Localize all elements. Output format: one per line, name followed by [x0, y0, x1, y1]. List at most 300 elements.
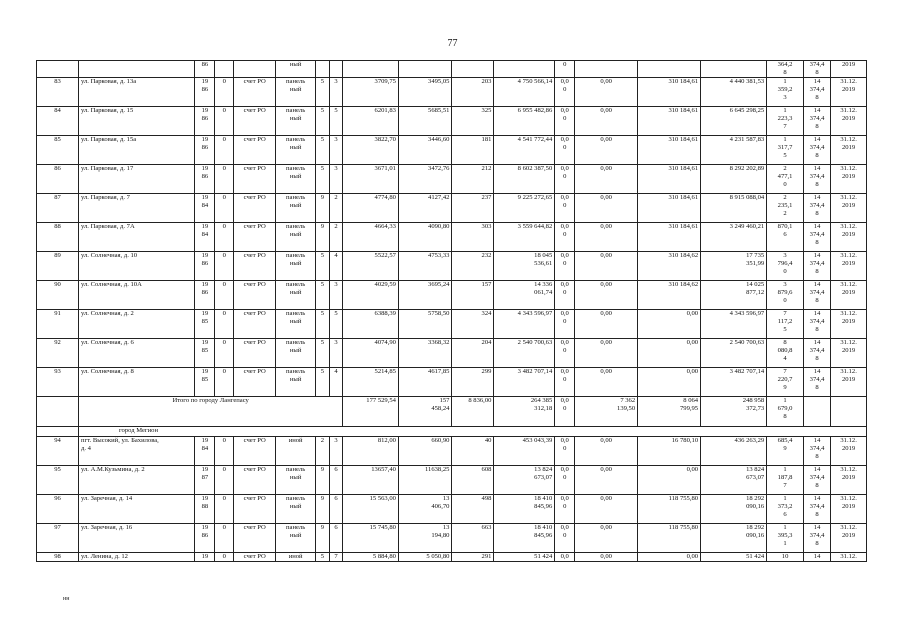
table-cell: 0	[215, 165, 234, 194]
table-cell: 4 440 381,53	[701, 78, 767, 107]
table-row	[37, 194, 867, 223]
table-cell: 18 292 090,16	[701, 524, 767, 553]
table-cell: счет РО	[234, 223, 276, 252]
table-row	[37, 466, 867, 495]
table-cell: 0,0 0	[555, 524, 575, 553]
table-cell: 436 263,29	[701, 437, 767, 466]
table-cell: ул. Заречная, д. 14	[78, 495, 194, 524]
table-cell: 310 184,61	[638, 165, 701, 194]
table-row	[37, 61, 867, 78]
table-cell: 9 225 272,65	[494, 194, 555, 223]
table-cell	[494, 61, 555, 78]
table-cell: 1 395,3 1	[767, 524, 804, 553]
table-cell: 86	[37, 165, 79, 194]
table-cell: 14 374,4 8	[803, 310, 830, 339]
table-cell: 31.12. 2019	[831, 495, 867, 524]
table-cell: 19 86	[195, 165, 215, 194]
table-cell: 87	[37, 194, 79, 223]
table-cell: 18 410 845,96	[494, 524, 555, 553]
table-cell: 9	[316, 524, 330, 553]
table-cell: 0,00	[575, 524, 638, 553]
table-cell: панель ный	[276, 310, 316, 339]
table-cell: ул. Солнечная, д. 8	[78, 368, 194, 397]
table-cell: 5	[316, 165, 330, 194]
table-cell: 92	[37, 339, 79, 368]
table-cell: 498	[452, 495, 494, 524]
table-cell: счет РО	[234, 553, 276, 562]
city-header: город Мегион	[78, 427, 866, 437]
table-cell: 18 410 845,96	[494, 495, 555, 524]
table-cell: 203	[452, 78, 494, 107]
table-cell	[398, 61, 452, 78]
table-cell: 13 824 673,07	[494, 466, 555, 495]
table-cell: 14 374,4 8	[803, 524, 830, 553]
table-cell: 157	[452, 281, 494, 310]
table-cell	[78, 61, 194, 78]
table-cell: 4127,42	[398, 194, 452, 223]
table-cell: счет РО	[234, 78, 276, 107]
table-cell: 3	[329, 437, 343, 466]
table-cell: панель ный	[276, 107, 316, 136]
table-cell: 31.12. 2019	[831, 281, 867, 310]
table-cell: 0	[215, 194, 234, 223]
table-cell: 0,00	[575, 107, 638, 136]
table-cell: 4774,80	[343, 194, 399, 223]
table-cell: 3	[329, 339, 343, 368]
table-cell: 14 374,4 8	[803, 136, 830, 165]
table-cell: 9	[316, 466, 330, 495]
table-cell: 310 184,61	[638, 194, 701, 223]
table-cell: 9	[316, 223, 330, 252]
table-cell: 7 117,2 5	[767, 310, 804, 339]
city-header-row	[37, 427, 867, 437]
table-cell	[234, 61, 276, 78]
table-cell: 8 064 799,95	[638, 397, 701, 427]
table-cell	[329, 61, 343, 78]
table-cell: 6 645 298,25	[701, 107, 767, 136]
table-cell: 248 958 372,73	[701, 397, 767, 427]
table-cell: 9	[316, 495, 330, 524]
table-cell: 0,0 0	[555, 339, 575, 368]
table-cell: счет РО	[234, 524, 276, 553]
table-cell: счет РО	[234, 310, 276, 339]
table-cell: 31.12. 2019	[831, 194, 867, 223]
table-cell: 0,0 0	[555, 165, 575, 194]
table-cell: 6	[329, 466, 343, 495]
table-cell: ный	[276, 61, 316, 78]
table-cell: панель ный	[276, 466, 316, 495]
table-cell: 4664,33	[343, 223, 399, 252]
table-cell: 51 424	[494, 553, 555, 562]
table-cell: счет РО	[234, 339, 276, 368]
table-cell: 19 85	[195, 310, 215, 339]
table-cell: 90	[37, 281, 79, 310]
table-cell: 6201,83	[343, 107, 399, 136]
table-cell: 31.12. 2019	[831, 223, 867, 252]
table-cell: 14 025 877,12	[701, 281, 767, 310]
table-cell: 89	[37, 252, 79, 281]
table-cell: 4 343 596,97	[701, 310, 767, 339]
table-cell: 3 482 707,14	[701, 368, 767, 397]
table-cell: 40	[452, 437, 494, 466]
table-cell: 19 85	[195, 368, 215, 397]
table-cell: 31.12. 2019	[831, 252, 867, 281]
table-cell: ул. Парковая, д. 7	[78, 194, 194, 223]
table-cell: 1 359,2 3	[767, 78, 804, 107]
table-cell: 374,4 8	[803, 61, 830, 78]
table-cell: 88	[37, 223, 79, 252]
table-cell: панель ный	[276, 339, 316, 368]
table-cell: 14 374,4 8	[803, 107, 830, 136]
total-label: Итого по городу Лангепасу	[78, 397, 342, 427]
table-cell: 13 194,80	[398, 524, 452, 553]
table-cell: 5	[329, 310, 343, 339]
table-cell: 0	[215, 339, 234, 368]
table-cell: 3368,32	[398, 339, 452, 368]
table-cell: 5	[316, 252, 330, 281]
table-cell	[452, 61, 494, 78]
table-cell: 16 780,10	[638, 437, 701, 466]
table-cell: 0,0 0	[555, 107, 575, 136]
table-cell: 7 362 139,50	[575, 397, 638, 427]
table-cell: 14 374,4 8	[803, 495, 830, 524]
table-cell: 3	[329, 78, 343, 107]
table-row	[37, 136, 867, 165]
footer-mark: нн	[63, 596, 70, 602]
table-cell: 3446,60	[398, 136, 452, 165]
table-cell	[215, 61, 234, 78]
table-cell: 7	[329, 553, 343, 562]
table-cell: ул. Солнечная, д. 10А	[78, 281, 194, 310]
table-cell: 85	[37, 136, 79, 165]
table-cell	[638, 61, 701, 78]
table-cell	[575, 61, 638, 78]
table-cell: иной	[276, 553, 316, 562]
table-cell: ул. А.М.Кузьмина, д. 2	[78, 466, 194, 495]
table-cell: ул. Солнечная, д. 10	[78, 252, 194, 281]
table-cell: 0,00	[575, 281, 638, 310]
table-cell: 0,0 0	[555, 437, 575, 466]
table-cell: 0,00	[575, 310, 638, 339]
table-cell: 8 602 387,50	[494, 165, 555, 194]
table-cell: 19 84	[195, 194, 215, 223]
table-cell: 19 86	[195, 252, 215, 281]
table-cell: 4 343 596,97	[494, 310, 555, 339]
table-cell: 0	[215, 524, 234, 553]
table-cell: 2 540 700,63	[494, 339, 555, 368]
table-cell: 2 540 700,63	[701, 339, 767, 368]
table-cell: 6388,39	[343, 310, 399, 339]
table-cell: 118 755,80	[638, 524, 701, 553]
table-cell: 95	[37, 466, 79, 495]
table-cell	[803, 397, 830, 427]
table-cell: 5 050,80	[398, 553, 452, 562]
table-cell: 93	[37, 368, 79, 397]
table-cell: 14 374,4 8	[803, 252, 830, 281]
table-cell: 4 541 772,44	[494, 136, 555, 165]
table-cell: 2	[329, 194, 343, 223]
table-cell	[37, 397, 79, 427]
table-cell: 2	[316, 437, 330, 466]
housing-repair-table	[36, 60, 867, 562]
table-cell: 0,0 0	[555, 397, 575, 427]
table-cell: 324	[452, 310, 494, 339]
table-cell	[37, 427, 79, 437]
table-cell: 15 745,80	[343, 524, 399, 553]
table-cell: 31.12. 2019	[831, 107, 867, 136]
table-cell: 17 735 351,99	[701, 252, 767, 281]
table-cell: 19 86	[195, 78, 215, 107]
table-cell: 364,2 8	[767, 61, 804, 78]
table-cell: 0,00	[575, 339, 638, 368]
table-cell: 5214,85	[343, 368, 399, 397]
table-cell: 660,90	[398, 437, 452, 466]
table-cell: 0	[215, 78, 234, 107]
table-cell: ул. Солнечная, д. 2	[78, 310, 194, 339]
table-row	[37, 165, 867, 194]
table-cell: 5758,50	[398, 310, 452, 339]
table-cell: 19 86	[195, 281, 215, 310]
table-cell: 31.12. 2019	[831, 136, 867, 165]
table-cell	[831, 397, 867, 427]
table-cell: счет РО	[234, 495, 276, 524]
table-cell: 3495,05	[398, 78, 452, 107]
table-cell: 0,00	[575, 368, 638, 397]
table-cell: счет РО	[234, 252, 276, 281]
table-cell: 13657,40	[343, 466, 399, 495]
table-cell: счет РО	[234, 165, 276, 194]
table-cell: 14 374,4 8	[803, 78, 830, 107]
table-cell: счет РО	[234, 466, 276, 495]
table-cell: 325	[452, 107, 494, 136]
table-cell: 5	[316, 339, 330, 368]
table-cell: 31.12. 2019	[831, 310, 867, 339]
table-cell: 177 529,54	[343, 397, 399, 427]
table-cell: 5	[316, 281, 330, 310]
table-cell: 4	[329, 252, 343, 281]
table-cell: ул. Парковая, д. 17	[78, 165, 194, 194]
table-cell: 14 374,4 8	[803, 194, 830, 223]
table-cell: 5	[316, 553, 330, 562]
table-cell: 0,00	[575, 495, 638, 524]
table-cell: счет РО	[234, 368, 276, 397]
table-cell: 3 559 644,82	[494, 223, 555, 252]
table-cell: 0,00	[575, 553, 638, 562]
table-cell: 118 755,80	[638, 495, 701, 524]
table-cell: 0,00	[575, 437, 638, 466]
table-cell: 310 184,61	[638, 78, 701, 107]
table-cell: 0	[215, 495, 234, 524]
table-cell: 0	[215, 310, 234, 339]
table-cell: 14 374,4 8	[803, 437, 830, 466]
table-cell: 310 184,61	[638, 223, 701, 252]
table-cell: 0	[215, 281, 234, 310]
table-cell: 9	[316, 194, 330, 223]
table-cell: 264 385 312,18	[494, 397, 555, 427]
table-cell: 0,00	[575, 165, 638, 194]
table-cell: ул. Парковая, д. 7А	[78, 223, 194, 252]
table-cell: 4	[329, 368, 343, 397]
table-cell: ул. Заречная, д. 16	[78, 524, 194, 553]
table-cell: 3	[329, 136, 343, 165]
table-cell: 51 424	[701, 553, 767, 562]
table-cell: 237	[452, 194, 494, 223]
table-row	[37, 553, 867, 562]
table-cell: 3 482 707,14	[494, 368, 555, 397]
table-cell: 18 292 090,16	[701, 495, 767, 524]
table-cell: 0,0 0	[555, 78, 575, 107]
table-cell: 0,00	[638, 339, 701, 368]
table-cell: 5	[316, 368, 330, 397]
table-cell: 181	[452, 136, 494, 165]
table-cell: 4 231 587,83	[701, 136, 767, 165]
table-cell: 4 750 566,14	[494, 78, 555, 107]
table-cell: 3671,01	[343, 165, 399, 194]
table-cell: счет РО	[234, 136, 276, 165]
table-cell: 86	[195, 61, 215, 78]
table-cell: 6	[329, 524, 343, 553]
table-cell: 2	[329, 223, 343, 252]
table-cell: 19 86	[195, 107, 215, 136]
table-cell: панель ный	[276, 281, 316, 310]
table-cell	[316, 61, 330, 78]
table-cell: ул. Солнечная, д. 6	[78, 339, 194, 368]
table-row	[37, 252, 867, 281]
table-row	[37, 495, 867, 524]
table-cell: 5522,57	[343, 252, 399, 281]
table-cell: 1 373,2 6	[767, 495, 804, 524]
table-cell: 8 915 088,04	[701, 194, 767, 223]
table-cell: счет РО	[234, 194, 276, 223]
table-cell: 2 235,1 2	[767, 194, 804, 223]
table-row	[37, 281, 867, 310]
table-cell: 5	[316, 107, 330, 136]
table-cell: 157 458,24	[398, 397, 452, 427]
table-cell: 0,0 0	[555, 223, 575, 252]
table-cell: 0,0 0	[555, 281, 575, 310]
table-cell: 19 88	[195, 495, 215, 524]
table-cell: 19 87	[195, 466, 215, 495]
table-cell: 14 336 061,74	[494, 281, 555, 310]
table-cell: 3 879,6 0	[767, 281, 804, 310]
table-cell: 0,0 0	[555, 310, 575, 339]
table-cell: панель ный	[276, 223, 316, 252]
table-cell: 6 955 482,86	[494, 107, 555, 136]
table-row	[37, 223, 867, 252]
table-cell: 6	[329, 495, 343, 524]
table-cell: 31.12.	[831, 553, 867, 562]
table-cell: 1 679,0 8	[767, 397, 804, 427]
table-row	[37, 368, 867, 397]
table-row	[37, 107, 867, 136]
table-cell: ул. Парковая, д. 13а	[78, 78, 194, 107]
table-cell: 8 836,00	[452, 397, 494, 427]
table-cell: 299	[452, 368, 494, 397]
table-cell: 4617,85	[398, 368, 452, 397]
table-cell: 98	[37, 553, 79, 562]
table-cell: 453 043,39	[494, 437, 555, 466]
table-cell: 0	[215, 107, 234, 136]
table-cell: 3 249 460,21	[701, 223, 767, 252]
table-cell: 8 080,8 4	[767, 339, 804, 368]
total-row	[37, 397, 867, 427]
table-cell: 0,00	[575, 466, 638, 495]
table-cell: 310 184,62	[638, 252, 701, 281]
table-cell: панель ный	[276, 78, 316, 107]
table-cell: 5	[329, 107, 343, 136]
table-cell: 0,00	[638, 466, 701, 495]
table-cell: 19 84	[195, 437, 215, 466]
table-cell: 4753,33	[398, 252, 452, 281]
table-cell: 14 374,4 8	[803, 223, 830, 252]
table-cell: 91	[37, 310, 79, 339]
table-cell: 3709,75	[343, 78, 399, 107]
table-cell: 5685,51	[398, 107, 452, 136]
table-cell: 0,00	[575, 252, 638, 281]
table-cell: 310 184,61	[638, 107, 701, 136]
table-cell: 663	[452, 524, 494, 553]
table-cell: 5 884,80	[343, 553, 399, 562]
table-cell: панель ный	[276, 136, 316, 165]
table-cell: 19 86	[195, 136, 215, 165]
table-cell: 0,0 0	[555, 368, 575, 397]
table-cell: 13 406,70	[398, 495, 452, 524]
table-cell: 870,1 6	[767, 223, 804, 252]
table-cell: 19 85	[195, 339, 215, 368]
table-cell: иной	[276, 437, 316, 466]
table-cell: 4074,90	[343, 339, 399, 368]
table-cell: счет РО	[234, 107, 276, 136]
table-cell: ул. Ленина, д. 12	[78, 553, 194, 562]
table-cell: 310 184,61	[638, 136, 701, 165]
table-cell: 19 84	[195, 223, 215, 252]
table-cell: 608	[452, 466, 494, 495]
table-cell	[343, 61, 399, 78]
table-cell: панель ный	[276, 165, 316, 194]
table-cell: 19	[195, 553, 215, 562]
table-cell: 84	[37, 107, 79, 136]
table-cell: 0,00	[638, 310, 701, 339]
table-cell: 3 796,4 0	[767, 252, 804, 281]
table-cell: 31.12. 2019	[831, 78, 867, 107]
table-cell: 5	[316, 310, 330, 339]
table-cell: 2019	[831, 61, 867, 78]
table-cell: 83	[37, 78, 79, 107]
table-cell: 94	[37, 437, 79, 466]
table-cell: 1 223,3 7	[767, 107, 804, 136]
table-cell: 0,0	[555, 553, 575, 562]
table-cell	[37, 61, 79, 78]
table-cell: 0	[215, 252, 234, 281]
table-cell: 0,00	[638, 368, 701, 397]
table-cell: 18 045 536,61	[494, 252, 555, 281]
table-cell: 3472,76	[398, 165, 452, 194]
table-row	[37, 437, 867, 466]
table-cell: 96	[37, 495, 79, 524]
table-cell: 0	[555, 61, 575, 78]
table-row	[37, 78, 867, 107]
table-cell: 3	[329, 165, 343, 194]
table-cell: 291	[452, 553, 494, 562]
table-cell: 19 86	[195, 524, 215, 553]
table-cell: 1 187,8 7	[767, 466, 804, 495]
table-cell: 0,0 0	[555, 194, 575, 223]
table-cell: 0	[215, 368, 234, 397]
table-cell: 310 184,62	[638, 281, 701, 310]
table-cell: 0,00	[575, 136, 638, 165]
table-cell: 97	[37, 524, 79, 553]
table-cell: 4029,59	[343, 281, 399, 310]
